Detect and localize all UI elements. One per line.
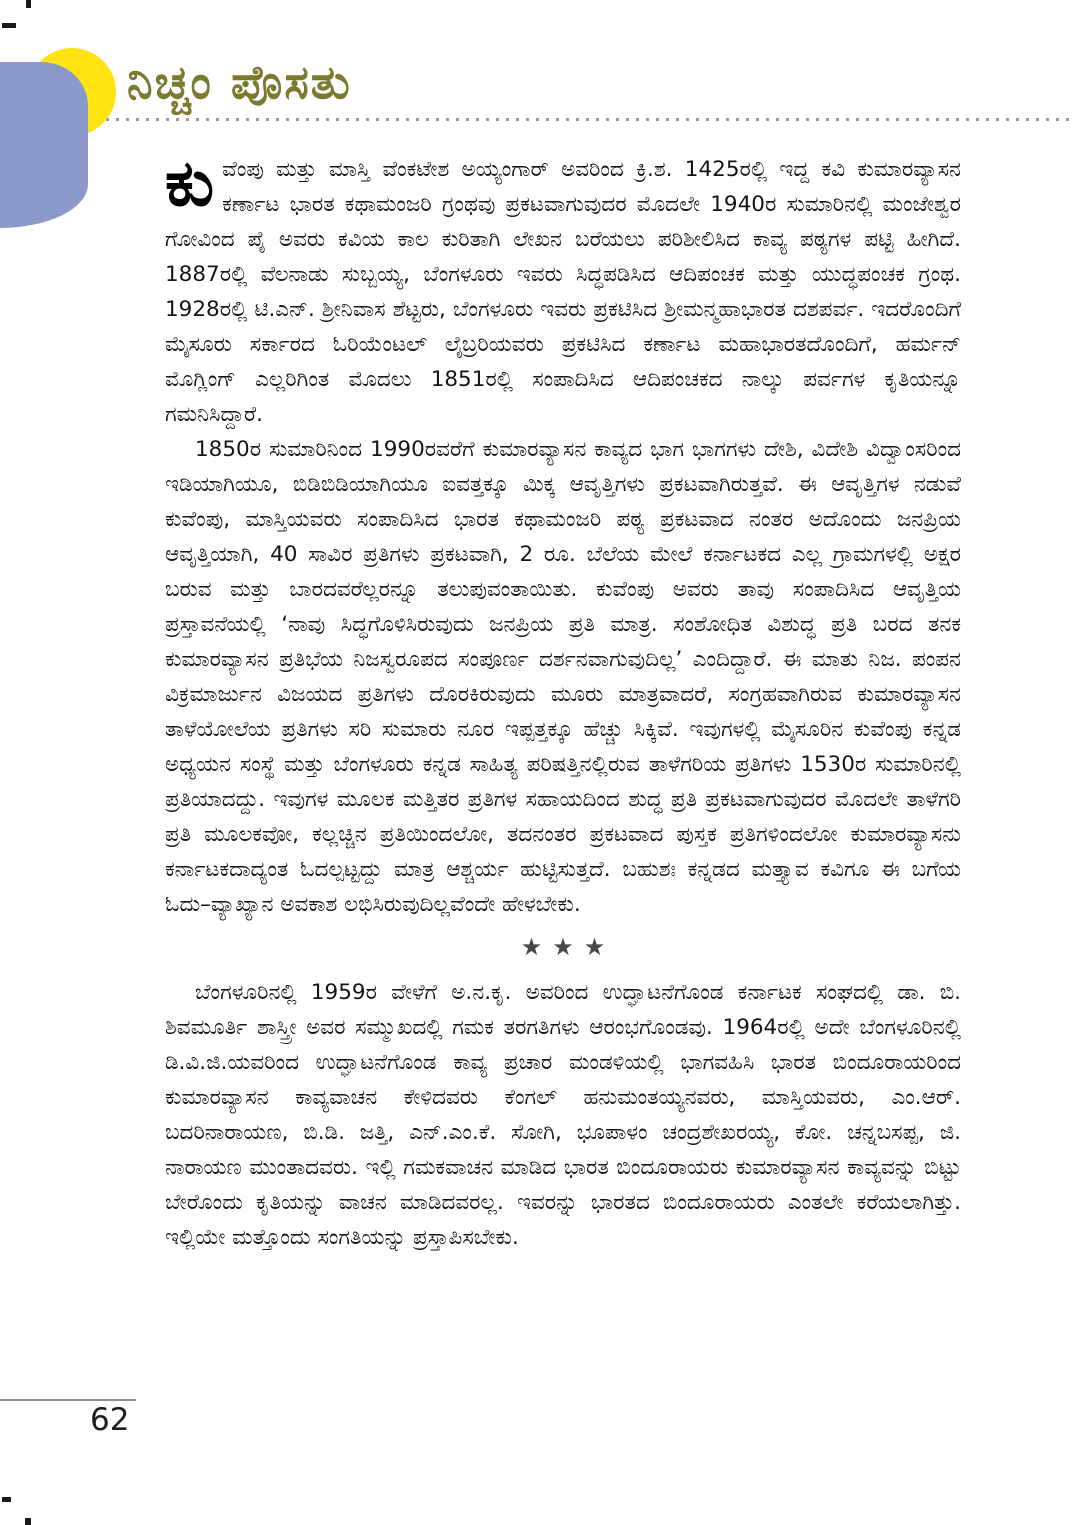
crop-mark	[2, 23, 16, 28]
dotted-divider	[96, 117, 1072, 121]
chapter-title: ನಿಚ್ಚಂ ಪೊಸತು	[127, 55, 352, 109]
paragraph-3: ಬೆಂಗಳೂರಿನಲ್ಲಿ 1959ರ ವೇಳೆಗೆ ಅ.ನ.ಕೃ. ಅವರಿಂದ ಉದ್ಘಾಟನೆಗೊಂಡ ಕರ್ನಾಟಕ ಸಂಘದಲ್ಲಿ ಡಾ. ಬಿ. ಶಿವಮೂರ್ತಿ ಶಾಸ್ತ್ರೀ ಅವರ ಸಮ್ಮುಖದಲ್ಲಿ ಗಮಕ ತರಗತಿಗಳು ಆರಂಭಗೊಂಡವು. 1964ರಲ್ಲಿ ಅದೇ ಬೆಂಗಳೂರಿನಲ್ಲಿ ಡಿ.ವಿ.ಜಿ.ಯವರಿಂದ ಉದ್ಘಾಟನೆಗೊಂಡ ಕಾವ್ಯ ಪ್ರಚಾರ ಮಂಡಳಿಯಲ್ಲಿ ಭಾಗವಹಿಸಿ ಭಾರತ ಬಿಂದೂರಾಯರಿಂದ ಕುಮಾರವ್ಯಾಸನ ಕಾವ್ಯವಾಚನ ಕೇಳಿದವರು ಕೆಂಗಲ್ ಹನುಮಂತಯ್ಯನವರು, ಮಾಸ್ತಿಯವರು, ಎಂ.ಆರ್. ಬದರಿನಾರಾಯಣ, ಬಿ.ಡಿ. ಜತ್ತಿ, ಎನ್.ಎಂ.ಕೆ. ಸೋಗಿ, ಭೂಪಾಳಂ ಚಂದ್ರಶೇಖರಯ್ಯ, ಕೋ. ಚನ್ನಬಸಪ್ಪ, ಜಿ. ನಾರಾಯಣ ಮುಂತಾದವರು. ಇಲ್ಲಿ ಗಮಕವಾಚನ ಮಾಡಿದ ಭಾರತ ಬಿಂದೂರಾಯರು ಕುಮಾರವ್ಯಾಸನ ಕಾವ್ಯವನ್ನು ಬಿಟ್ಟು ಬೇರೊಂದು ಕೃತಿಯನ್ನು ವಾಚನ ಮಾಡಿದವರಲ್ಲ. ಇವರನ್ನು ಭಾರತದ ಬಿಂದೂರಾಯರು ಎಂತಲೇ ಕರೆಯಲಾಗಿತ್ತು. ಇಲ್ಲಿಯೇ ಮತ್ತೊಂದು ಸಂಗತಿಯನ್ನು ಪ್ರಸ್ತಾಪಿಸಬೇಕು.	[165, 980, 961, 1250]
drop-cap: ಕು	[165, 147, 215, 221]
page-number: 62	[90, 1402, 130, 1438]
paragraph-1-text: ವೆಂಪು ಮತ್ತು ಮಾಸ್ತಿ ವೆಂಕಟೇಶ ಅಯ್ಯಂಗಾರ್ ಅವರಿಂದ ಕ್ರಿ.ಶ. 1425ರಲ್ಲಿ ಇದ್ದ ಕವಿ ಕುಮಾರವ್ಯಾಸನ ಕರ್ಣಾಟ ಭಾರತ ಕಥಾಮಂಜರಿ ಗ್ರಂಥವು ಪ್ರಕಟವಾಗುವುದರ ಮೊದಲೇ 1940ರ ಸುಮಾರಿನಲ್ಲಿ ಮಂಜೇಶ್ವರ ಗೋವಿಂದ ಪೈ ಅವರು ಕವಿಯ ಕಾಲ ಕುರಿತಾಗಿ ಲೇಖನ ಬರೆಯಲು ಪರಿಶೀಲಿಸಿದ ಕಾವ್ಯ ಪಠ್ಯಗಳ ಪಟ್ಟಿ ಹೀಗಿದೆ. 1887ರಲ್ಲಿ ವೆಲನಾಡು ಸುಬ್ಬಯ್ಯ, ಬೆಂಗಳೂರು ಇವರು ಸಿದ್ಧಪಡಿಸಿದ ಆದಿಪಂಚಕ ಮತ್ತು ಯುದ್ಧಪಂಚಕ ಗ್ರಂಥ. 1928ರಲ್ಲಿ ಟಿ.ಎನ್. ಶ್ರೀನಿವಾಸ ಶೆಟ್ಟರು, ಬೆಂಗಳೂರು ಇವರು ಪ್ರಕಟಿಸಿದ ಶ್ರೀಮನ್ಮಹಾಭಾರತ ದಶಪರ್ವ. ಇದರೊಂದಿಗೆ ಮೈಸೂರು ಸರ್ಕಾರದ ಓರಿಯೆಂಟಲ್ ಲೈಬ್ರರಿಯವರು ಪ್ರಕಟಿಸಿದ ಕರ್ಣಾಟ ಮಹಾಭಾರತದೊಂದಿಗೆ, ಹರ್ಮನ್ ಮೊಗ್ಲಿಂಗ್ ಎಲ್ಲರಿಗಿಂತ ಮೊದಲು 1851ರಲ್ಲಿ ಸಂಪಾದಿಸಿದ ಆದಿಪಂಚಕದ ನಾಲ್ಕು ಪರ್ವಗಳ ಕೃತಿಯನ್ನೂ ಗಮನಿಸಿದ್ದಾರೆ.	[165, 157, 961, 427]
paragraph-2: 1850ರ ಸುಮಾರಿನಿಂದ 1990ರವರೆಗೆ ಕುಮಾರವ್ಯಾಸನ ಕಾವ್ಯದ ಭಾಗ ಭಾಗಗಳು ದೇಶಿ, ವಿದೇಶಿ ವಿದ್ವಾಂಸರಿಂದ ಇಡಿಯಾಗಿಯೂ, ಬಿಡಿಬಿಡಿಯಾಗಿಯೂ ಐವತ್ತಕ್ಕೂ ಮಿಕ್ಕ ಆವೃತ್ತಿಗಳು ಪ್ರಕಟವಾಗಿರುತ್ತವೆ. ಈ ಆವೃತ್ತಿಗಳ ನಡುವೆ ಕುವೆಂಪು, ಮಾಸ್ತಿಯವರು ಸಂಪಾದಿಸಿದ ಭಾರತ ಕಥಾಮಂಜರಿ ಪಠ್ಯ ಪ್ರಕಟವಾದ ನಂತರ ಅದೊಂದು ಜನಪ್ರಿಯ ಆವೃತ್ತಿಯಾಗಿ, 40 ಸಾವಿರ ಪ್ರತಿಗಳು ಪ್ರಕಟವಾಗಿ, 2 ರೂ. ಬೆಲೆಯ ಮೇಲೆ ಕರ್ನಾಟಕದ ಎಲ್ಲ ಗ್ರಾಮಗಳಲ್ಲಿ ಅಕ್ಷರ ಬರುವ ಮತ್ತು ಬಾರದವರೆಲ್ಲರನ್ನೂ ತಲುಪುವಂತಾಯಿತು. ಕುವೆಂಪು ಅವರು ತಾವು ಸಂಪಾದಿಸಿದ ಆವೃತ್ತಿಯ ಪ್ರಸ್ತಾವನೆಯಲ್ಲಿ ‘ನಾವು ಸಿದ್ಧಗೊಳಿಸಿರುವುದು ಜನಪ್ರಿಯ ಪ್ರತಿ ಮಾತ್ರ. ಸಂಶೋಧಿತ ವಿಶುದ್ಧ ಪ್ರತಿ ಬರದ ತನಕ ಕುಮಾರವ್ಯಾಸನ ಪ್ರತಿಭೆಯ ನಿಜಸ್ವರೂಪದ ಸಂಪೂರ್ಣ ದರ್ಶನವಾಗುವುದಿಲ್ಲ’ ಎಂದಿದ್ದಾರೆ. ಈ ಮಾತು ನಿಜ. ಪಂಪನ ವಿಕ್ರಮಾರ್ಜುನ ವಿಜಯದ ಪ್ರತಿಗಳು ದೊರಕಿರುವುದು ಮೂರು ಮಾತ್ರವಾದರೆ, ಸಂಗ್ರಹವಾಗಿರುವ ಕುಮಾರವ್ಯಾಸನ ತಾಳೆಯೋಲೆಯ ಪ್ರತಿಗಳು ಸರಿ ಸುಮಾರು ನೂರ ಇಪ್ಪತ್ತಕ್ಕೂ ಹೆಚ್ಚು ಸಿಕ್ಕಿವೆ. ಇವುಗಳಲ್ಲಿ ಮೈಸೂರಿನ ಕುವೆಂಪು ಕನ್ನಡ ಅಧ್ಯಯನ ಸಂಸ್ಥೆ ಮತ್ತು ಬೆಂಗಳೂರು ಕನ್ನಡ ಸಾಹಿತ್ಯ ಪರಿಷತ್ತಿನಲ್ಲಿರುವ ತಾಳೆಗರಿಯ ಪ್ರತಿಗಳು 1530ರ ಸುಮಾರಿನಲ್ಲಿ ಪ್ರತಿಯಾದದ್ದು. ಇವುಗಳ ಮೂಲಕ ಮತ್ತಿತರ ಪ್ರತಿಗಳ ಸಹಾಯದಿಂದ ಶುದ್ಧ ಪ್ರತಿ ಪ್ರಕಟವಾಗುವುದರ ಮೊದಲೇ ತಾಳೆಗರಿ ಪ್ರತಿ ಮೂಲಕವೋ, ಕಲ್ಲಚ್ಚಿನ ಪ್ರತಿಯಿಂದಲೋ, ತದನಂತರ ಪ್ರಕಟವಾದ ಪುಸ್ತಕ ಪ್ರತಿಗಳಿಂದಲೋ ಕುಮಾರವ್ಯಾಸನು ಕರ್ನಾಟಕದಾದ್ಯಂತ ಓದಲ್ಪಟ್ಟದ್ದು ಮಾತ್ರ ಆಶ್ಚರ್ಯ ಹುಟ್ಟಿಸುತ್ತದೆ. ಬಹುಶಃ ಕನ್ನಡದ ಮತ್ತ್ಯಾವ ಕವಿಗೂ ಈ ಬಗೆಯ ಓದು–ವ್ಯಾಖ್ಯಾನ ಅವಕಾಶ ಲಭಿಸಿರುವುದಿಲ್ಲವೆಂದೇ ಹೇಳಬೇಕು.	[165, 437, 961, 917]
footer-rule	[0, 1399, 136, 1401]
crop-mark	[25, 1518, 31, 1525]
crop-mark	[26, 0, 31, 8]
paragraph-1	[165, 147, 961, 432]
crop-mark	[2, 1497, 11, 1502]
page-body	[165, 147, 961, 1255]
blue-semicircle-decoration	[0, 62, 88, 228]
section-separator-stars: ★★★	[520, 933, 616, 961]
